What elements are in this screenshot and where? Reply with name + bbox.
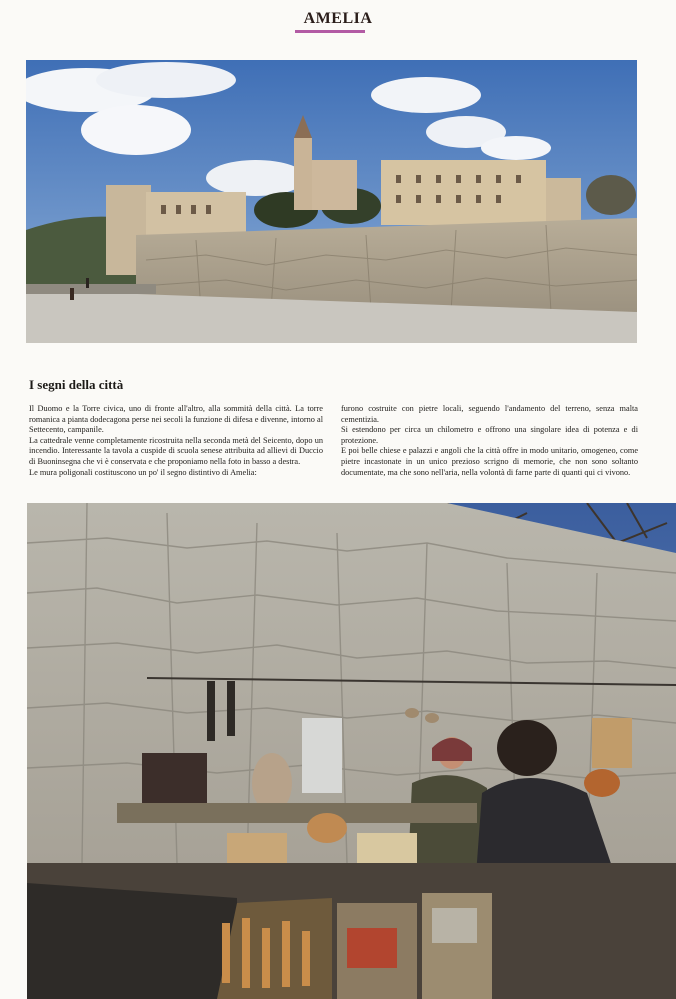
paragraph: Le mura poligonali costituscono un po' il segno distintivo di Amelia:: [29, 467, 257, 477]
text-column-left: [29, 404, 323, 478]
paragraph: Si estendono per circa un chilometro e offrono una singolare idea di potenza e di protezione.: [341, 425, 638, 445]
paragraph: Il Duomo e la Torre civica, uno di fronte all'altro, alla sommità della città. La torre romanica a pianta dodecagona perse nei secoli la funzione di difesa e divenne, intorno al Settecento, campanile.: [29, 404, 323, 435]
title-underline: [295, 30, 365, 33]
market-photo: [27, 503, 676, 999]
page-title: AMELIA: [303, 10, 373, 27]
paragraph: E poi belle chiese e palazzi e angoli che la città offre in modo unitario, omogeneo, come pietre incastonate in un unico prezioso scrigno di memorie, che non sono soltanto documentate, ma che sono nell'aria, nella volontà di farne parte di quanti qui ci vivono.: [341, 446, 638, 477]
paragraph: La cattedrale venne completamente ricostruita nella seconda metà del Seicento, dopo un incendio. Interessante la tavola a cuspide di scuola senese attribuita ad allievi di Duccio di Buoninsegna che vi è conservata e che proponiamo nella foto in basso a destra.: [29, 435, 323, 466]
paragraph: furono costruite con pietre locali, seguendo l'andamento del terreno, senza malta cementizia.: [341, 404, 638, 424]
town-walls-photo: [26, 60, 637, 343]
text-column-right: [341, 404, 638, 478]
section-heading: I segni della città: [29, 377, 124, 392]
